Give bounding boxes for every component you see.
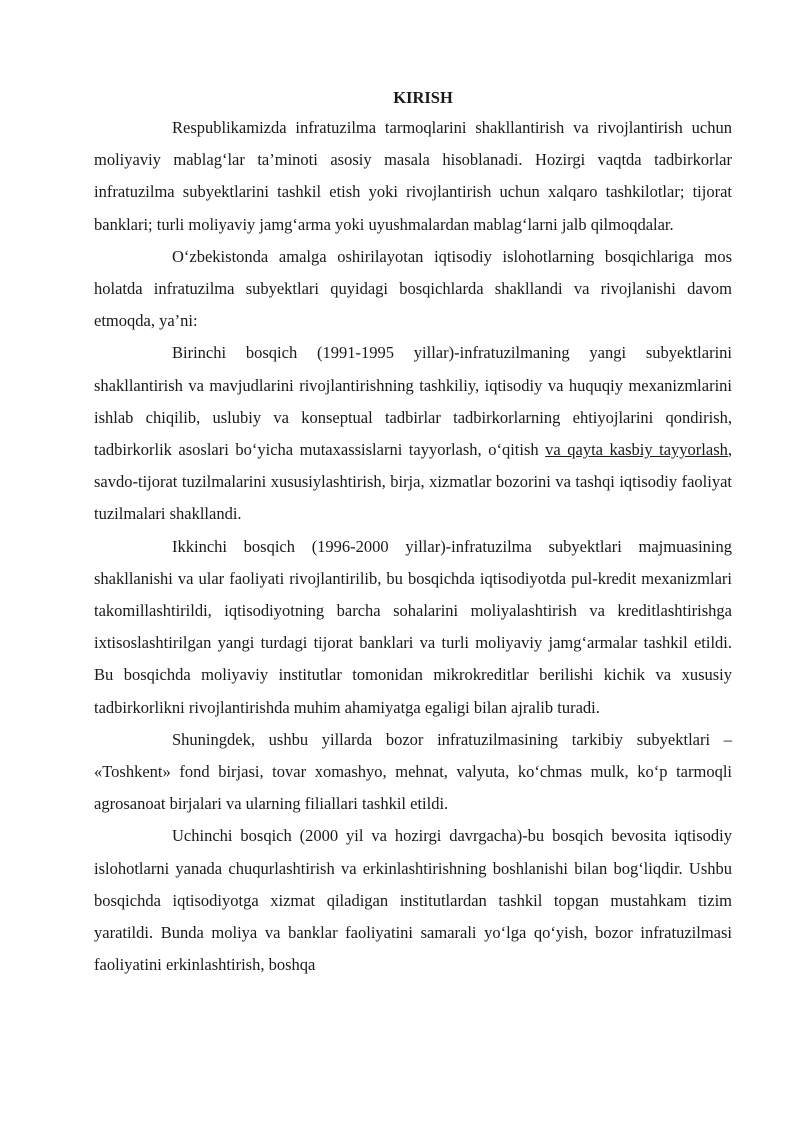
first-stage-text-after: , savdo-tijorat tuzilmalarini xususiylashtirish, birja, xizmatlar bozorini va tashqi iqtisodiy faoliyat tuzilmalari shakllandi. — [94, 440, 732, 524]
paragraph-second-stage: Ikkinchi bosqich (1996-2000 yillar)-infratuzilma subyektlari majmuasining shakllanishi va ular faoliyati rivojlantirilib, bu bosqichda iqtisodiyotda pul-kredit mexanizmlari takomillashtirildi, iqtisodiyotning barcha sohalarini moliyalashtirish va kreditlashtirishga ixtisoslashtirilgan yangi turdagi tijorat banklari va turli moliyaviy jamg‘armalar tashkil etildi. Bu bosqichda moliyaviy institutlar tomonidan mikrokreditlar berilishi kichik va xususiy tadbirkorlikni rivojlantirishda muhim ahamiyatga egaligi bilan ajralib turadi. — [94, 536, 732, 717]
document-page — [94, 84, 732, 981]
paragraph-third-stage: Uchinchi bosqich (2000 yil va hozirgi davrgacha)-bu bosqich bevosita iqtisodiy islohotlarni yanada chuqurlashtirish va erkinlashtirishning boshlanishi bilan bog‘liqdir. Ushbu bosqichda iqtisodiyotga xizmat qiladigan institutlardan tashkil topgan mustahkam tizim yaratildi. Bunda moliya va banklar faoliyatini samarali yo‘lga qo‘yish, bozor infratuzilmasi faoliyatini erkinlashtirish, boshqa — [94, 826, 732, 975]
page-title: KIRISH — [393, 88, 453, 107]
paragraph-stages-intro: O‘zbekistonda amalga oshirilayotan iqtisodiy islohotlarning bosqichlariga mos holatda infratuzilma subyektlari quyidagi bosqichlarda shakllandi va rivojlanishi davom etmoqda, ya’ni: — [94, 246, 732, 331]
first-stage-text-before: Birinchi bosqich (1991-1995 yillar)-infratuzilmaning yangi subyektlarini shakllantirish va mavjudlarini rivojlantirishning tashkiliy, iqtisodiy va huquqiy mexanizmlarini ishlab chiqilib, uslubiy va konseptual tadbirlar tadbirkorlarning ehtiyojlarini qondirish, tadbirkorlik asoslari bo‘yicha mutaxassislarni tayyorlash, o‘qitish — [94, 343, 732, 460]
underlined-phrase: va qayta kasbiy tayyorlash — [545, 440, 728, 460]
paragraph-exchanges: Shuningdek, ushbu yillarda bozor infratuzilmasining tarkibiy subyektlari – «Toshkent» fond birjasi, tovar xomashyo, mehnat, valyuta, ko‘chmas mulk, ko‘p tarmoqli agrosanoat birjalari va ularning filiallari tashkil etildi. — [94, 729, 732, 814]
paragraph-first-stage — [94, 337, 732, 530]
paragraph-intro: Respublikamizda infratuzilma tarmoqlarini shakllantirish va rivojlantirish uchun moliyaviy mablag‘lar ta’minoti asosiy masala hisoblanadi. Hozirgi vaqtda tadbirkorlar infratuzilma subyektlarini tashkil etish yoki rivojlantirish uchun xalqaro tashkilotlar; tijorat banklari; turli moliyaviy jamg‘arma yoki uyushmalardan mablag‘larni jalb qilmoqdalar. — [94, 118, 732, 234]
